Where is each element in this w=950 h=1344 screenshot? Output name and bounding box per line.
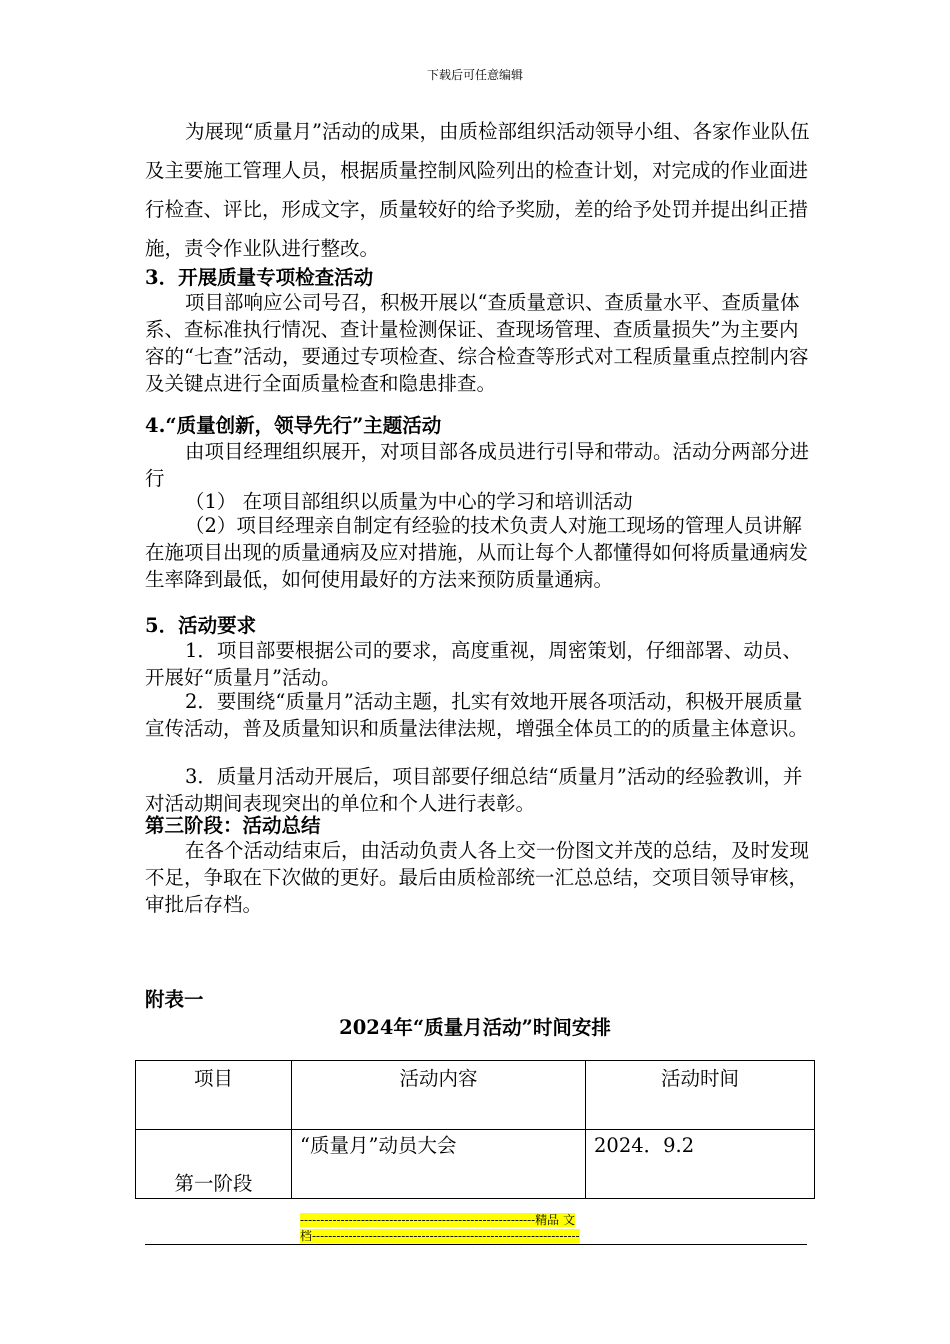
table-row (136, 1130, 815, 1199)
list-item-1: （1） 在项目部组织以质量为中心的学习和培训活动 (185, 490, 633, 513)
footer-line-2: 档------------------------------------------------------------------ (300, 1229, 580, 1243)
header-time: 活动时间 (586, 1061, 815, 1130)
heading-special-inspection: 3．开展质量专项检查活动 (145, 266, 374, 289)
requirement-3: 3．质量月活动开展后，项目部要仔细总结“质量月”活动的经验教训，并对活动期间表现突出的单位和个人进行表彰。 (145, 765, 803, 815)
table-header-row (136, 1061, 815, 1130)
list-item-2: （2）项目经理亲自制定有经验的技术负责人对施工现场的管理人员讲解在施项目出现的质量通病及应对措施，从而让每个人都懂得如何将质量通病发生率降到最低，如何使用最好的方法来预防质量通病。 (145, 514, 809, 591)
requirement-1: 1．项目部要根据公司的要求，高度重视，周密策划，仔细部署、动员、开展好“质量月”活动。 (145, 639, 802, 689)
requirement-2: 2．要围绕“质量月”活动主题，扎实有效地开展各项活动，积极开展质量宣传活动，普及质量知识和质量法律法规，增强全体员工的的质量主体意识。 (145, 690, 809, 740)
paragraph-special-inspection: 项目部响应公司号召，积极开展以“查质量意识、查质量水平、查质量体系、查标准执行情况、查计量检测保证、查现场管理、查质量损失”为主要内容的“七查”活动，要通过专项检查、综合检查等形式对工程质量重点控制内容及关键点进行全面质量检查和隐患排查。 (145, 291, 809, 395)
heading-stage-three: 第三阶段：活动总结 (145, 814, 321, 837)
appendix-label: 附表一 (145, 988, 204, 1011)
header-item: 项目 (136, 1061, 292, 1130)
heading-theme-activity: 4.“质量创新，领导先行”主题活动 (145, 414, 442, 437)
paragraph-stage-three: 在各个活动结束后，由活动负责人各上交一份图文并茂的总结，及时发现不足，争取在下次做的更好。最后由质检部统一汇总总结，交项目领导审核，审批后存档。 (145, 839, 810, 916)
cell-stage: 第一阶段 (136, 1130, 292, 1199)
cell-content: “质量月”动员大会 (292, 1130, 586, 1199)
footer-watermark (300, 1212, 650, 1244)
schedule-table (135, 1060, 815, 1199)
paragraph-theme-activity: 由项目经理组织展开，对项目部各成员进行引导和带动。活动分两部分进行 (145, 440, 810, 490)
footer-line-1: ----------------------------------------------------------精品 文 (300, 1213, 575, 1227)
cell-time: 2024．9.2 (586, 1130, 815, 1199)
table-title: 2024年“质量月活动”时间安排 (339, 1016, 611, 1039)
page-header: 下载后可任意编辑 (426, 68, 523, 82)
header-content: 活动内容 (292, 1061, 586, 1130)
paragraph-results: 为展现“质量月”活动的成果，由质检部组织活动领导小组、各家作业队伍及主要施工管理人员，根据质量控制风险列出的检查计划，对完成的作业面进行检查、评比，形成文字，质量较好的给予奖励，差的给予处罚并提出纠正措施，责令作业队进行整改。 (145, 120, 810, 260)
footer-divider (145, 1244, 807, 1245)
heading-requirements: 5．活动要求 (145, 614, 257, 637)
